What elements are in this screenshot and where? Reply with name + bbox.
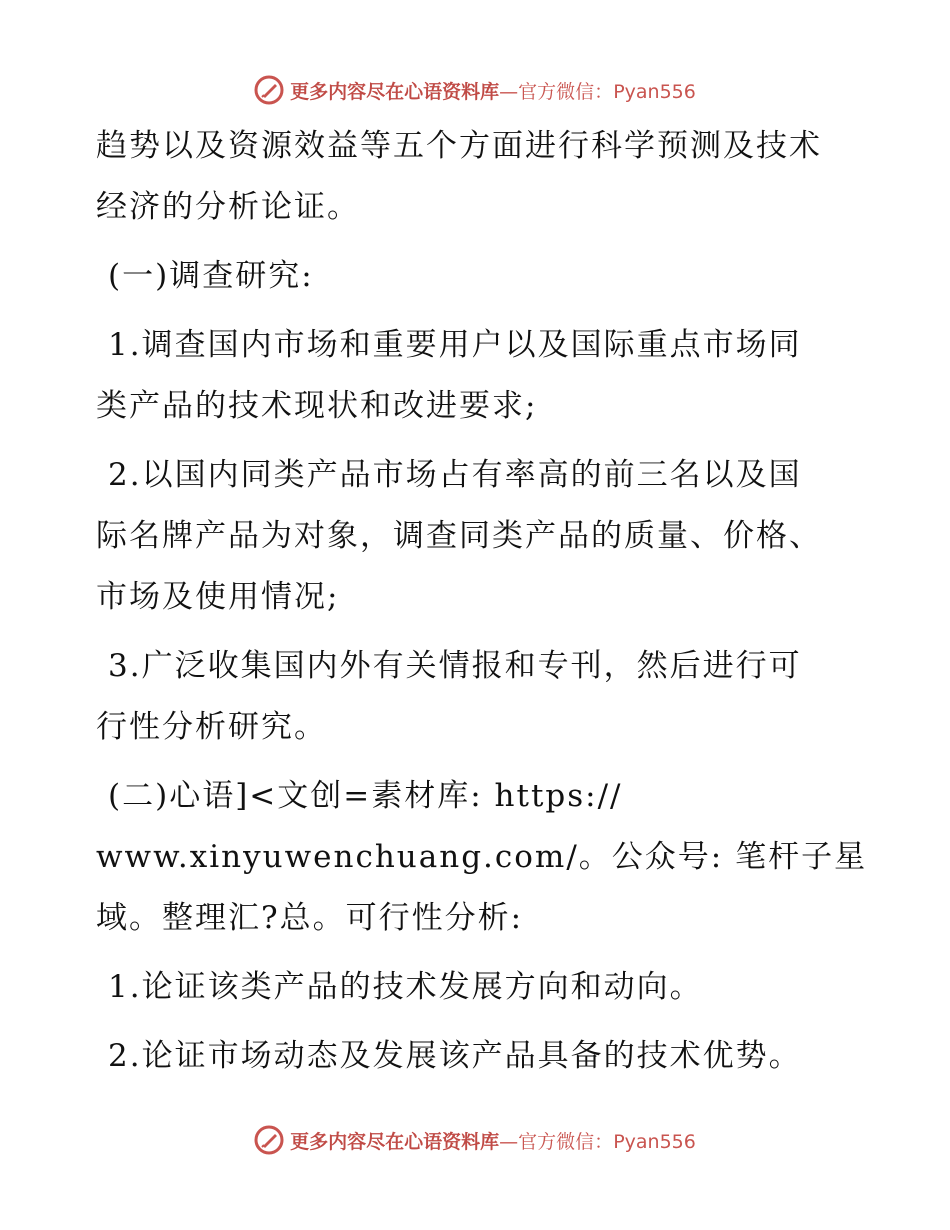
document-body <box>96 116 868 1095</box>
section-heading-1: (一)调查研究: <box>108 258 314 294</box>
watermark-text: 更多内容尽在心语资料库—官方微信：Pyan556 <box>290 1130 696 1153</box>
quill-logo-icon <box>254 1125 284 1155</box>
footer-watermark <box>0 1120 950 1160</box>
list-item: 2.以国内同类产品市场占有率高的前三名以及国 际名牌产品为对象，调查同类产品的质量、价格、 市场及使用情况; <box>96 457 822 615</box>
watermark-text: 更多内容尽在心语资料库—官方微信：Pyan556 <box>290 80 696 103</box>
list-item: 3.广泛收集国内外有关情报和专刊，然后进行可 行性分析研究。 <box>96 648 802 745</box>
section-heading-2: (二)心语]<文创=素材库: https:// www.xinyuwenchuang.com/。公众号: 笔杆子星 域。整理汇?总。可行性分析: <box>96 778 868 936</box>
quill-logo-icon <box>254 75 284 105</box>
paragraph: 趋势以及资源效益等五个方面进行科学预测及技术 经济的分析论证。 <box>96 128 822 225</box>
header-watermark <box>0 70 950 110</box>
list-item: 2.论证市场动态及发展该产品具备的技术优势。 <box>108 1038 802 1074</box>
list-item: 1.调查国内市场和重要用户以及国际重点市场同 类产品的技术现状和改进要求; <box>96 327 802 424</box>
list-item: 1.论证该类产品的技术发展方向和动向。 <box>108 969 703 1005</box>
